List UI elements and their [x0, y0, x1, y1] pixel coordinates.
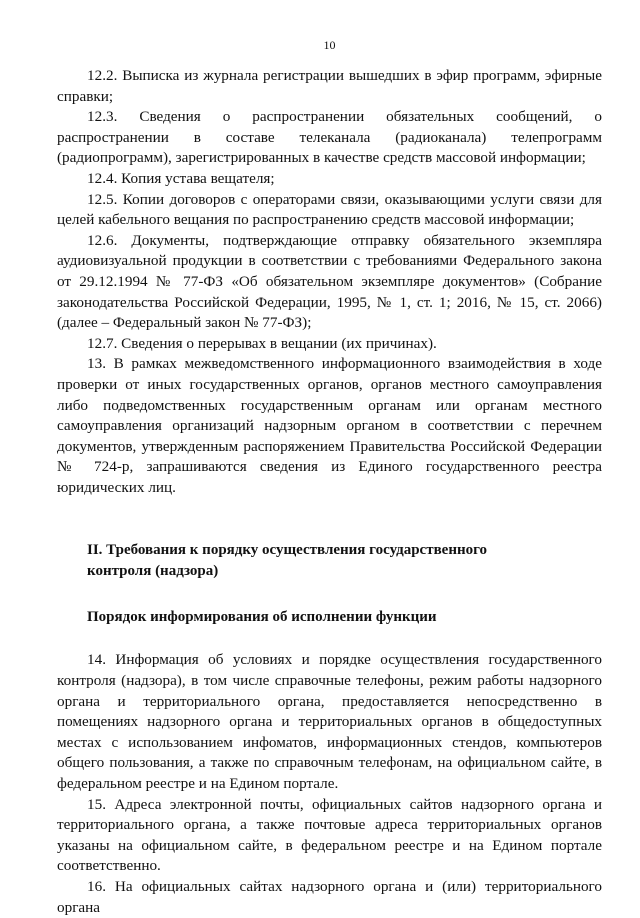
subsection-heading: Порядок информирования об исполнении функции: [87, 609, 437, 626]
spacer: [57, 628, 602, 650]
paragraph-14: 14. Информация об условиях и порядке осуществления государственного контроля (надзора), в том числе справочные телефоны, режим работы надзорного органа и территориального органа, предоставляется непосредственно в помещениях надзорного органа и территориальных органов в общедоступных местах с использованием инфоматов, информационных стендов, компьютеров общего пользования, а также по справочным телефонам, на официальном сайте, в федеральном реестре и на Едином портале.: [57, 651, 602, 793]
paragraph-12-3: 12.3. Сведения о распространении обязательных сообщений, о распространении в составе телеканала (радиоканала) телепрограмм (радиопрограмм), зарегистрированных в качестве средств массовой информации;: [57, 108, 602, 167]
page-number: 10: [323, 38, 336, 52]
paragraph-16: 16. На официальных сайтах надзорного органа и (или) территориального органа: [57, 878, 602, 916]
paragraph-12-7: 12.7. Сведения о перерывах в вещании (их причинах).: [87, 334, 437, 352]
paragraph-12-6: 12.6. Документы, подтверждающие отправку обязательного экземпляра аудиовизуальной продукции в соответствии с требованиями Федерального закона от 29.12.1994 № 77-ФЗ «Об обязательном экземпляре документов» (Собрание законодательства Российской Федерации, 1995, № 1, ст. 1; 2016, № 15, ст. 2066) (далее – Федеральный закон № 77-ФЗ);: [57, 231, 602, 332]
section-heading-line-1: II. Требования к порядку осуществления государственного: [87, 542, 488, 559]
paragraph-13: 13. В рамках межведомственного информационного взаимодействия в ходе проверки от иных государственных органов, органов местного самоуправления либо подведомственных государственным органам или органам местного самоуправления организаций надзорным органом в соответствии с перечнем документов, утвержденным распоряжением Правительства Российской Федерации № 724-р, запрашиваются сведения из Единого государственного реестра юридических лиц.: [57, 355, 602, 496]
section-heading-line-2: контроля (надзора): [87, 563, 219, 580]
paragraph-12-4: 12.4. Копия устава вещателя;: [87, 169, 275, 187]
paragraph-15: 15. Адреса электронной почты, официальных сайтов надзорного органа и территориального органа, а также почтовые адреса территориальных органов указаны на официальном сайте, в федеральном реестре и на Едином портале соответственно.: [57, 795, 602, 875]
spacer: [57, 582, 602, 607]
paragraph-12-2: 12.2. Выписка из журнала регистрации вышедших в эфир программ, эфирные справки;: [57, 67, 602, 105]
document-body: [57, 66, 602, 918]
document-page: [57, 0, 602, 916]
spacer: [57, 498, 602, 540]
paragraph-12-5: 12.5. Копии договоров с операторами связи, оказывающими услуги связи для целей кабельного вещания по распространению средств массовой информации;: [57, 190, 602, 229]
